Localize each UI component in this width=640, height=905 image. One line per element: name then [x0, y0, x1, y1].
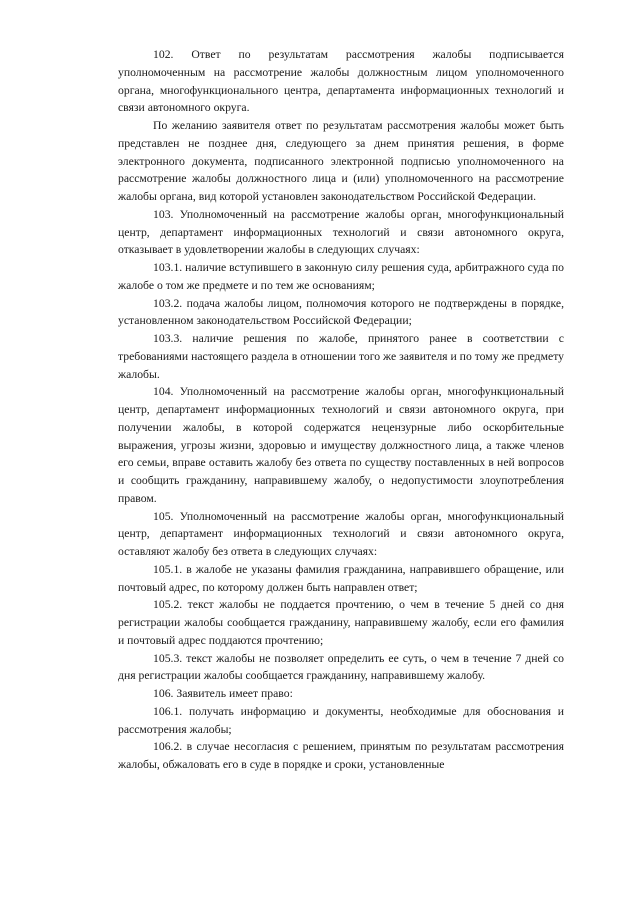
paragraph-102-electronic-reply: По желанию заявителя ответ по результатам рассмотрения жалобы может быть представлен не позднее дня, следующего за днем принятия решения, в форме электронного документа, подписанного электронной подписью уполномоченного на рассмотрение жалобы должностного лица и (или) уполномоченного на рассмотрение жалобы органа, вид которой установлен законодательством Российской Федерации.	[118, 119, 564, 203]
paragraph-106-2: 106.2. в случае несогласия с решением, принятым по результатам рассмотрения жалобы, обжаловать его в суде в порядке и сроки, установленные	[118, 740, 564, 771]
document-body	[118, 46, 564, 774]
paragraph-105: 105. Уполномоченный на рассмотрение жалобы орган, многофункциональный центр, департамент информационных технологий и связи автономного округа, оставляют жалобу без ответа в следующих случаях:	[118, 509, 564, 558]
paragraph-103: 103. Уполномоченный на рассмотрение жалобы орган, многофункциональный центр, департамент информационных технологий и связи автономного округа, отказывает в удовлетворении жалобы в следующих случаях:	[118, 207, 564, 257]
paragraph-102: 102. Ответ по результатам рассмотрения жалобы подписывается уполномоченным на рассмотрение жалобы должностным лицом уполномоченного органа, многофункционального центра, департамента информационных технологий и связи автономного округа.	[118, 48, 564, 115]
paragraph-103-1: 103.1. наличие вступившего в законную силу решения суда, арбитражного суда по жалобе о том же предмете и по тем же основаниям;	[118, 261, 564, 292]
paragraph-105-1: 105.1. в жалобе не указаны фамилия гражданина, направившего обращение, или почтовый адрес, по которому должен быть направлен ответ;	[118, 562, 564, 594]
paragraph-103-2: 103.2. подача жалобы лицом, полномочия которого не подтверждены в порядке, установленном законодательством Российской Федерации;	[118, 296, 564, 328]
paragraph-105-3: 105.3. текст жалобы не позволяет определить ее суть, о чем в течение 7 дней со дня регистрации жалобы сообщается гражданину, направившему жалобу.	[118, 651, 564, 683]
paragraph-104: 104. Уполномоченный на рассмотрение жалобы орган, многофункциональный центр, департамент информационных технологий и связи автономного округа, при получении жалобы, в которой содержатся нецензурные либо оскорбительные выражения, угрозы жизни, здоровью и имуществу должностного лица, а также членов его семьи, вправе оставить жалобу без ответа по существу поставленных в ней вопросов и сообщить гражданину, направившему жалобу, о недопустимости злоупотребления правом.	[118, 385, 564, 505]
paragraph-103-3: 103.3. наличие решения по жалобе, принятого ранее в соответствии с требованиями настоящего раздела в отношении того же заявителя и по тому же предмету жалобы.	[118, 332, 564, 381]
paragraph-105-2: 105.2. текст жалобы не поддается прочтению, о чем в течение 5 дней со дня регистрации жалобы сообщается гражданину, направившему жалобу, если его фамилия и почтовый адрес поддаются прочтению;	[118, 598, 564, 647]
paragraph-106: 106. Заявитель имеет право:	[153, 687, 293, 700]
paragraph-106-1: 106.1. получать информацию и документы, необходимые для обоснования и рассмотрения жалобы;	[118, 704, 564, 736]
